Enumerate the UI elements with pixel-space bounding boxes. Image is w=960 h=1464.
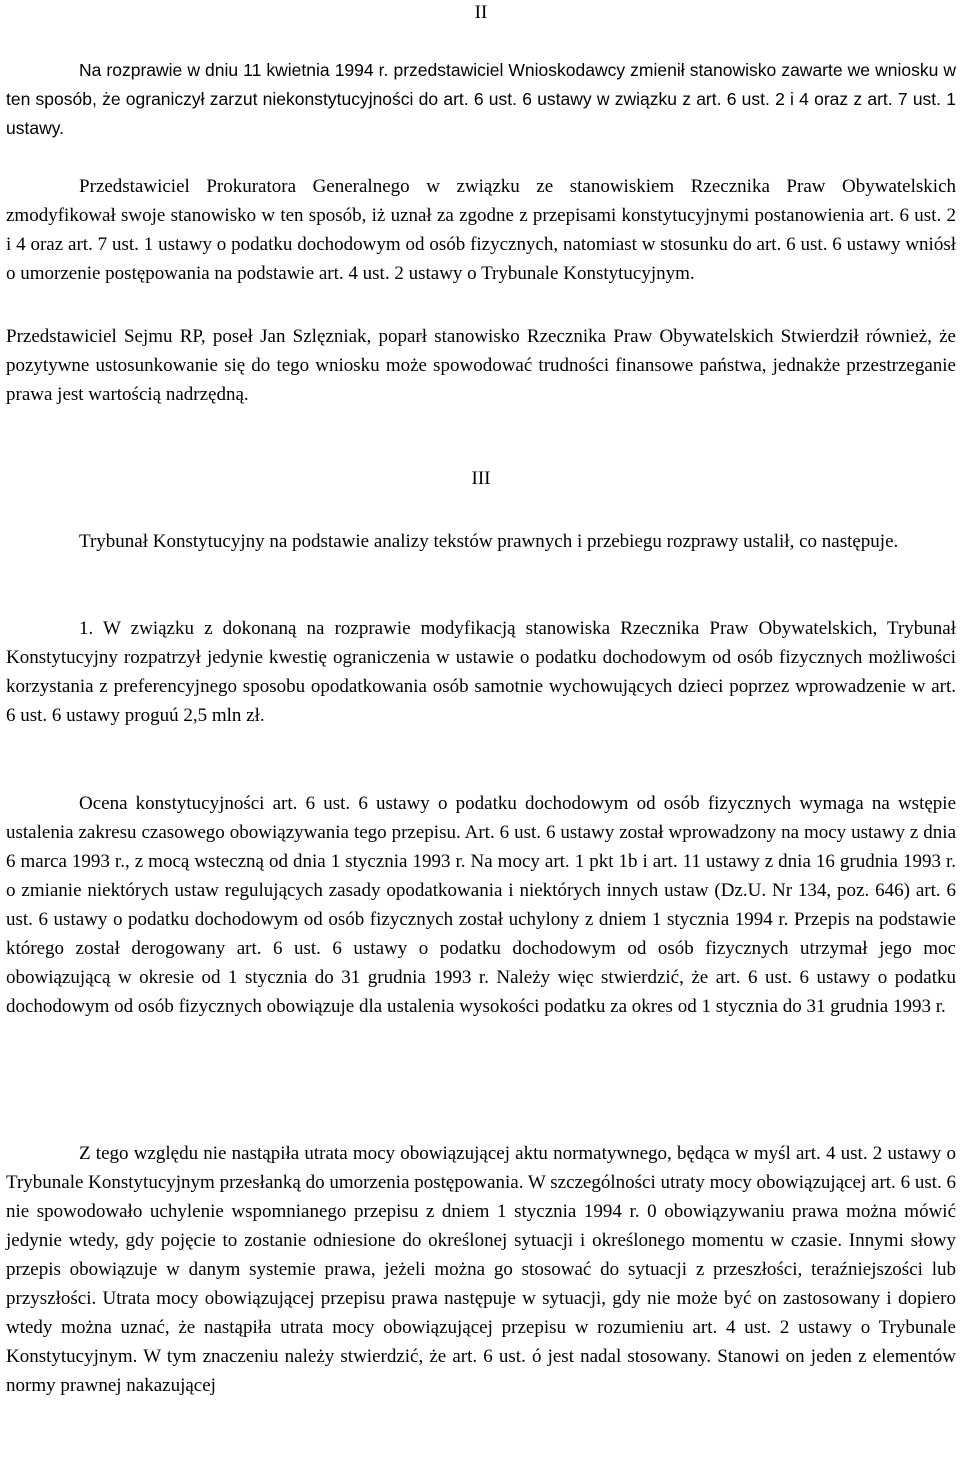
paragraph-ocena: Ocena konstytucyjności art. 6 ust. 6 ustawy o podatku dochodowym od osób fizycznych wymaga na wstępie ustalenia zakresu czasowego obowiązywania tego przepisu. Art. 6 ust. 6 ustawy został wprowadzony na mocy ustawy z dnia 6 marca 1993 r., z mocą wsteczną od dnia 1 stycznia 1993 r. Na mocy art. 1 pkt 1b i art. 11 ustawy z dnia 16 grudnia 1993 r. o zmianie niektórych ustaw regulujących zasady opodatkowania i niektórych innych ustaw (Dz.U. Nr 134, poz. 646) art. 6 ust. 6 ustawy o podatku dochodowym od osób fizycznych został uchylony z dniem 1 stycznia 1994 r. Przepis na podstawie którego został derogowany art. 6 ust. 6 ustawy o podatku dochodowym od osób fizycznych utrzymał jego moc obowiązującą w okresie od 1 stycznia do 31 grudnia 1993 r. Należy więc stwierdzić, że art. 6 ust. 6 ustawy o podatku dochodowym od osób fizycznych obowiązuje dla ustalenia wysokości podatku za okres od 1 stycznia do 31 grudnia 1993 r. bbox=[6, 793, 956, 1017]
paragraph-trybunal-ustalil: Trybunał Konstytucyjny na podstawie analizy tekstów prawnych i przebiegu rozprawy ustalił, co następuje. bbox=[79, 531, 899, 552]
section-number-iii: III bbox=[471, 468, 491, 489]
paragraph-sejm: Przedstawiciel Sejmu RP, poseł Jan Szlęzniak, poparł stanowisko Rzecznika Praw Obywatelskich Stwierdził również, że pozytywne ustosunkowanie się do tego wniosku może spowodować trudności finansowe państwa, jednakże przestrzeganie prawa jest wartością nadrzędną. bbox=[6, 326, 956, 405]
paragraph-utrata-mocy: Z tego względu nie nastąpiła utrata mocy obowiązującej aktu normatywnego, będąca w myśl art. 4 ust. 2 ustawy o Trybunale Konstytucyjnym przesłanką do umorzenia postępowania. W szczególności utraty mocy obowiązującej art. 6 ust. 6 nie spowodowało uchylenie wspomnianego przepisu z dniem 1 stycznia 1994 r. 0 obowiązywaniu prawa można mówić jedynie wtedy, gdy pojęcie to zostanie odniesione do określonej sytuacji i określonego momentu w czasie. Innymi słowy przepis obowiązuje w danym systemie prawa, jeżeli można go stosować do sytuacji z przeszłości, teraźniejszości lub przyszłości. Utrata mocy obowiązującej przepisu prawa następuje w sytuacji, gdy nie może być on zastosowany i dopiero wtedy można uznać, że nastąpiła utrata mocy obowiązującej przepisu w rozumieniu art. 4 ust. 2 ustawy o Trybunale Konstytucyjnym. W tym znaczeniu należy stwierdzić, że art. 6 ust. ó jest nadal stosowany. Stanowi on jeden z elementów normy prawnej nakazującej bbox=[6, 1143, 956, 1396]
paragraph-point-1: 1. W związku z dokonaną na rozprawie modyfikacją stanowiska Rzecznika Praw Obywatelskich, Trybunał Konstytucyjny rozpatrzył jedynie kwestię ograniczenia w ustawie o podatku dochodowym od osób fizycznych możliwości korzystania z preferencyjnego sposobu opodatkowania osób samotnie wychowujących dzieci poprzez wprowadzenie w art. 6 ust. 6 ustawy proguú 2,5 mln zł. bbox=[6, 618, 956, 726]
paragraph-wnioskodawca: Na rozprawie w dniu 11 kwietnia 1994 r. przedstawiciel Wnioskodawcy zmienił stanowisko zawarte we wniosku w ten sposób, że ograniczył zarzut niekonstytucyjności do art. 6 ust. 6 ustawy w związku z art. 6 ust. 2 i 4 oraz z art. 7 ust. 1 ustawy. bbox=[6, 60, 956, 138]
section-2-heading bbox=[6, 1, 956, 25]
paragraph-prokurator: Przedstawiciel Prokuratora Generalnego w związku ze stanowiskiem Rzecznika Praw Obywatelskich zmodyfikował swoje stanowisko w ten sposób, iż uznał za zgodne z przepisami konstytucyjnymi postanowienia art. 6 ust. 2 i 4 oraz art. 7 ust. 1 ustawy o podatku dochodowym od osób fizycznych, natomiast w stosunku do art. 6 ust. 6 ustawy wniósł o umorzenie postępowania na podstawie art. 4 ust. 2 ustawy o Trybunale Konstytucyjnym. bbox=[6, 176, 956, 284]
section-3-heading bbox=[6, 467, 956, 491]
section-number-ii: II bbox=[474, 2, 488, 23]
